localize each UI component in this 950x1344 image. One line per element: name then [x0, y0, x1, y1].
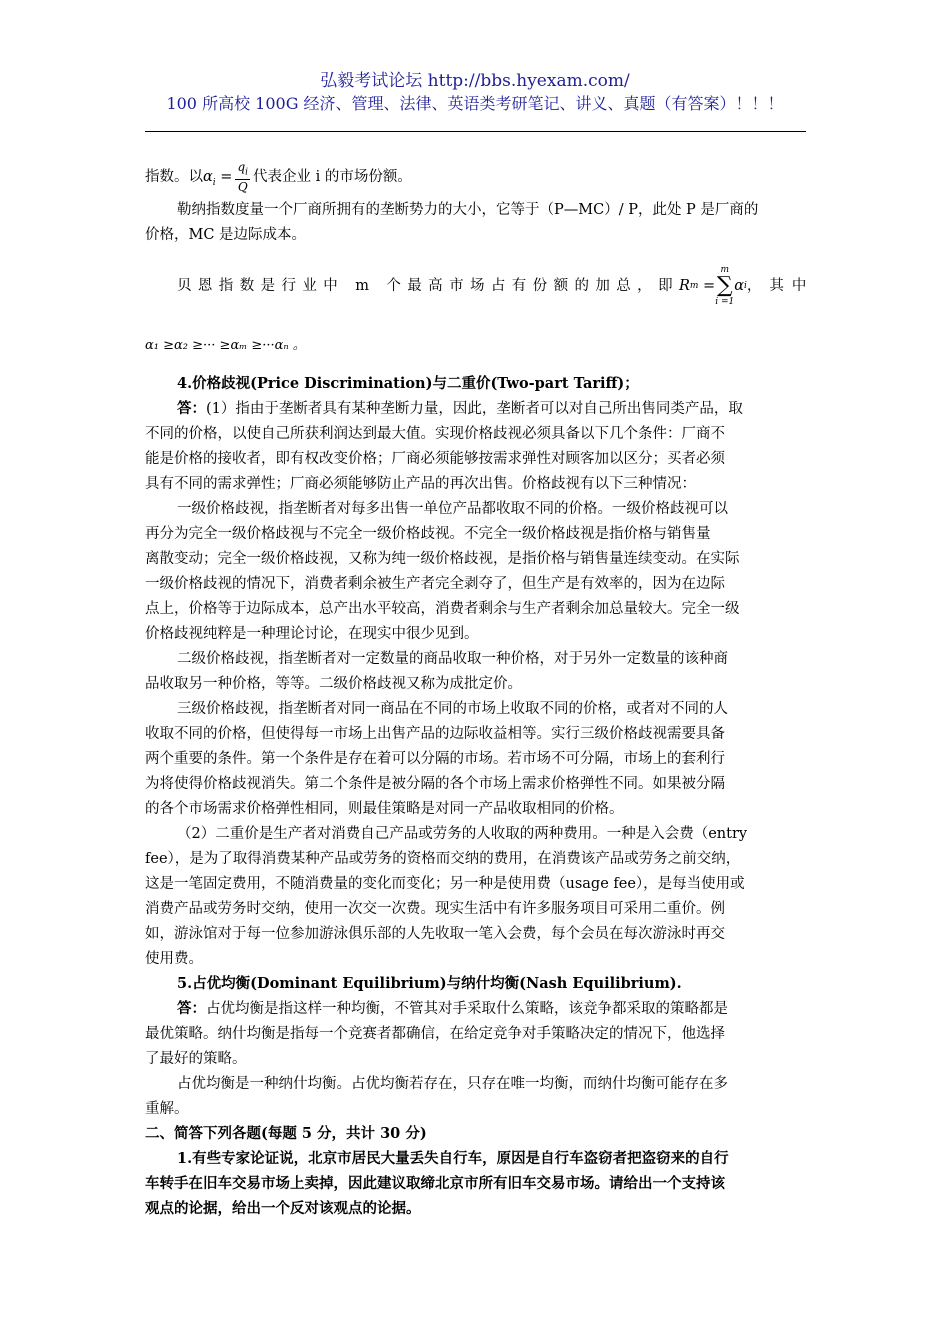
para-two-part-5: 如，游泳馆对于每一位参加游泳俱乐部的人先收取一笔入会费，每个会员在每次游泳时再交 [145, 926, 725, 942]
para-q4-2: 不同的价格，以使自己所获利润达到最大值。实现价格歧视必须具备以下几个条件：厂商不 [145, 426, 725, 442]
para-q4-answer-1: 答：(1）指由于垄断者具有某种垄断力量，因此，垄断者可以对自己所出售同类产品，取 [177, 400, 743, 417]
heading-q4: 4.价格歧视(Price Discrimination)与二重价(Two-part Tariff)； [177, 375, 639, 392]
para-first-degree-2: 再分为完全一级价格歧视与不完全一级价格歧视。不完全一级价格歧视是指价格与销售量 [145, 526, 711, 542]
bain-text: 贝恩指数是行业中 m 个最高市场占有份额的加总，即 [177, 278, 679, 294]
para-q5-answer-1: 答：占优均衡是指这样一种均衡，不管其对手采取什么策略，该竞争都采取的策略都是 [177, 1000, 728, 1017]
para-q5-5: 重解。 [145, 1101, 189, 1117]
para-q5-3: 了最好的策略。 [145, 1051, 247, 1067]
para-q4-3: 能是价格的接收者，即有权改变价格；厂商必须能够按需求弹性对顾客加以区分；买者必须 [145, 451, 725, 467]
para-third-degree-3: 两个重要的条件。第一个条件是存在着可以分隔的市场。若市场不可分隔，市场上的套利行 [145, 751, 725, 767]
heading-q5: 5.占优均衡(Dominant Equilibrium)与纳什均衡(Nash Equilibrium). [177, 975, 682, 992]
para-first-degree-4: 一级价格歧视的情况下，消费者剩余被生产者完全剥夺了，但生产是有效率的，因为在边际 [145, 576, 725, 592]
para-third-degree-5: 的各个市场需求价格弹性相同，则最佳策略是对同一产品收取相同的价格。 [145, 801, 624, 817]
para-two-part-4: 消费产品或劳务时交纳，使用一次交一次费。现实生活中有许多服务项目可采用二重价。例 [145, 901, 725, 917]
para-first-degree-1: 一级价格歧视，指垄断者对每多出售一单位产品都收取不同的价格。一级价格歧视可以 [177, 501, 728, 517]
para-second-degree-2: 品收取另一种价格，等等。二级价格歧视又称为成批定价。 [145, 676, 522, 692]
bain-tail: ，其中 [746, 278, 815, 294]
para-q4-4: 具有不同的需求弹性；厂商必须能够防止产品的再次出售。价格歧视有以下三种情况： [145, 476, 696, 492]
para-lerner-2: 价格，MC 是边际成本。 [145, 227, 307, 243]
section-two-heading: 二、简答下列各题(每题 5 分，共计 30 分) [145, 1125, 427, 1142]
para-two-part-6: 使用费。 [145, 951, 203, 967]
header-forum-link[interactable]: 弘毅考试论坛 http://bbs.hyexam.com/ [320, 71, 630, 91]
para-two-part-2: fee），是为了取得消费某种产品或劳务的资格而交纳的费用，在消费该产品或劳务之前交纳， [145, 851, 741, 867]
para-third-degree-1: 三级价格歧视，指垄断者对同一商品在不同的市场上收取不同的价格，或者对不同的人 [177, 701, 728, 717]
para-q5-4: 占优均衡是一种纳什均衡。占优均衡若存在，只存在唯一均衡，而纳什均衡可能存在多 [177, 1076, 728, 1092]
para-index-def: 指数。以$\alpha_i$ = $\frac{q_i}{Q}$ 代表企业 i 的市场份额。 [145, 160, 412, 195]
question-1-line-3: 观点的论据，给出一个反对该观点的论据。 [145, 1200, 421, 1217]
para-first-degree-6: 价格歧视纯粹是一种理论讨论，在现实中很少见到。 [145, 626, 479, 642]
para-second-degree-1: 二级价格歧视，指垄断者对一定数量的商品收取一种价格，对于另外一定数量的该种商 [177, 651, 728, 667]
para-two-part-1: （2）二重价是生产者对消费自己产品或劳务的人收取的两种费用。一种是入会费（entry [177, 826, 748, 842]
answer-label: 答： [177, 400, 206, 417]
formula-alpha-chain: α₁ ≥α₂ ≥··· ≥αₘ ≥···αₙ 。 [145, 338, 306, 353]
para-lerner-1: 勒纳指数度量一个厂商所拥有的垄断势力的大小，它等于（P—MC）/ P，此处 P 是厂商的 [177, 202, 759, 218]
header-tagline: 100 所高校 100G 经济、管理、法律、英语类考研笔记、讲义、真题（有答案）！！！ [166, 94, 784, 113]
para-third-degree-2: 收取不同的价格，但使得每一市场上出售产品的边际收益相等。实行三级价格歧视需要具备 [145, 726, 725, 742]
question-1-line-2: 车转手在旧车交易市场上卖掉，因此建议取缔北京市所有旧车交易市场。请给出一个支持该 [145, 1175, 725, 1192]
formula-fraction: $\frac{q_i}{Q}$ [237, 160, 249, 195]
formula-bain: R m = m ∑ i =1 α i [678, 265, 747, 307]
question-1-line-1: 1.有些专家论证说，北京市居民大量丢失自行车，原因是自行车盗窃者把盗窃来的自行 [177, 1150, 729, 1167]
header-divider [145, 131, 806, 132]
para-third-degree-4: 为将使得价格歧视消失。第二个条件是被分隔的各个市场上需求价格弹性不同。如果被分隔 [145, 776, 725, 792]
para-first-degree-5: 点上，价格等于边际成本，总产出水平较高，消费者剩余与生产者剩余加总量较大。完全一级 [145, 601, 740, 617]
para-bain [177, 265, 815, 307]
para-first-degree-3: 离散变动；完全一级价格歧视，又称为纯一级价格歧视，是指价格与销售量连续变动。在实际 [145, 551, 740, 567]
para-two-part-3: 这是一笔固定费用，不随消费量的变化而变化；另一种是使用费（usage fee），是每当使用或 [145, 876, 745, 892]
formula-alpha-i: $\alpha_i$ [203, 169, 216, 189]
para-q5-2: 最优策略。纳什均衡是指每一个竞赛者都确信，在给定竞争对手策略决定的情况下，他选择 [145, 1026, 725, 1042]
